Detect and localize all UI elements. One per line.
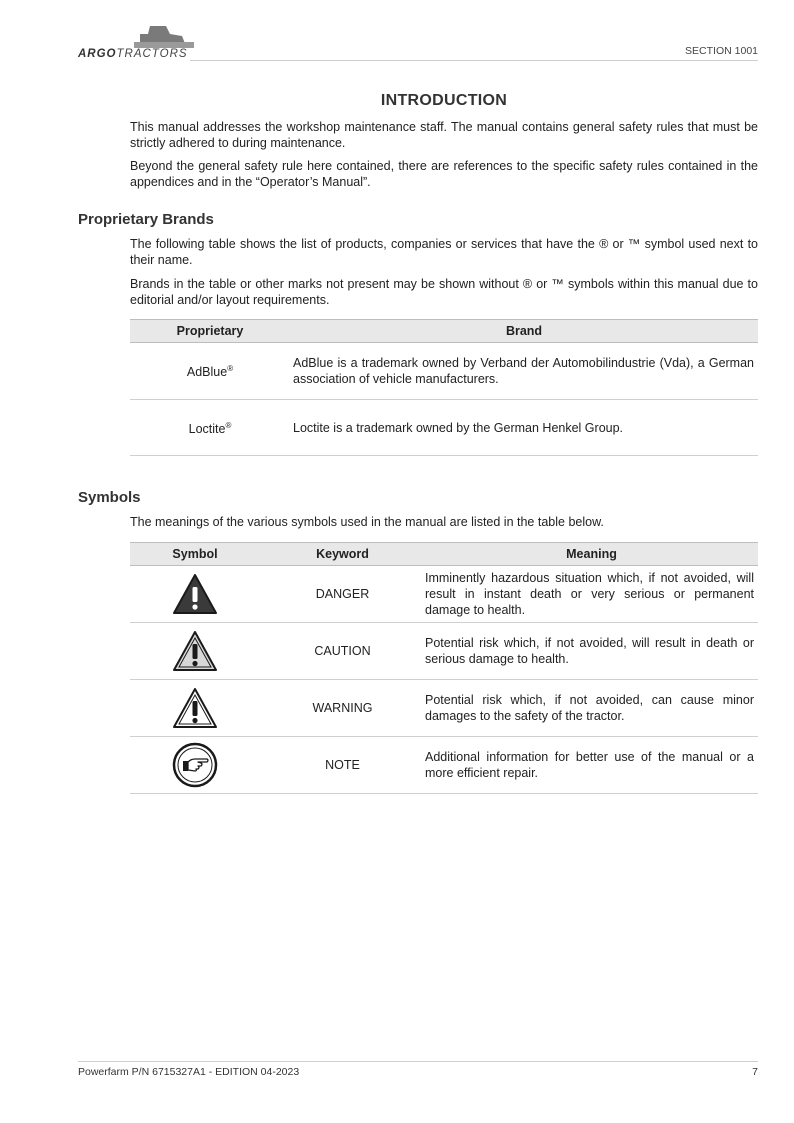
brand-name-cell: Loctite® — [130, 400, 290, 456]
symbol-cell — [130, 737, 260, 794]
caution-triangle-icon — [171, 629, 219, 673]
footer-edition: Powerfarm P/N 6715327A1 - EDITION 04-2023 — [78, 1066, 300, 1078]
brand-description-cell: Loctite is a trademark owned by the German Henkel Group. — [290, 400, 758, 456]
section-label: SECTION 1001 — [685, 45, 758, 57]
symbol-cell — [130, 566, 260, 623]
brands-paragraph-1: The following table shows the list of products, companies or services that have the ® or ™ symbol used next to their name. — [130, 237, 758, 267]
brand-name-cell: AdBlue® — [130, 343, 290, 400]
footer-divider — [78, 1061, 758, 1062]
brands-paragraph-2: Brands in the table or other marks not present may be shown without ® or ™ symbols within this manual due to editorial and/or layout requirements. — [130, 277, 758, 307]
meaning-cell: Potential risk which, if not avoided, will result in death or serious damage to health. — [425, 623, 758, 680]
brands-table — [130, 319, 758, 456]
col-header-keyword: Keyword — [260, 543, 425, 566]
col-header-symbol: Symbol — [130, 543, 260, 566]
table-row — [130, 623, 758, 680]
table-row — [130, 737, 758, 794]
keyword-cell: DANGER — [260, 566, 425, 623]
table-row — [130, 400, 758, 456]
symbol-cell — [130, 680, 260, 737]
danger-triangle-icon — [171, 572, 219, 616]
intro-paragraph-2: Beyond the general safety rule here contained, there are references to the specific safety rules contained in the appendices and in the “Operator’s Manual”. — [130, 159, 758, 189]
page-number: 7 — [752, 1066, 758, 1078]
symbol-cell — [130, 623, 260, 680]
table-row — [130, 343, 758, 400]
brand-description-cell: AdBlue is a trademark owned by Verband der Automobilindustrie (Vda), a German association of vehicle manufacturers. — [290, 343, 758, 400]
symbols-heading: Symbols — [78, 489, 141, 506]
intro-paragraph-1: This manual addresses the workshop maintenance staff. The manual contains general safety rules that must be strictly adhered to during maintenance. — [130, 120, 758, 150]
warning-triangle-icon — [171, 686, 219, 730]
argo-tractors-logo — [78, 24, 198, 64]
page-header — [0, 0, 794, 70]
brands-heading: Proprietary Brands — [78, 211, 214, 228]
symbols-table — [130, 542, 758, 794]
keyword-cell: NOTE — [260, 737, 425, 794]
header-divider — [190, 60, 758, 61]
keyword-cell: CAUTION — [260, 623, 425, 680]
table-row — [130, 680, 758, 737]
meaning-cell: Additional information for better use of the manual or a more efficient repair. — [425, 737, 758, 794]
col-header-proprietary: Proprietary — [130, 320, 290, 343]
col-header-brand: Brand — [290, 320, 758, 343]
keyword-cell: WARNING — [260, 680, 425, 737]
table-row — [130, 566, 758, 623]
col-header-meaning: Meaning — [425, 543, 758, 566]
page-title: INTRODUCTION — [380, 92, 508, 109]
symbols-paragraph: The meanings of the various symbols used in the manual are listed in the table below. — [130, 515, 604, 529]
pointing-hand-icon — [171, 741, 219, 789]
meaning-cell: Potential risk which, if not avoided, can cause minor damages to the safety of the tractor. — [425, 680, 758, 737]
meaning-cell: Imminently hazardous situation which, if not avoided, will result in instant death or very serious or permanent damage to health. — [425, 566, 758, 623]
brand-name: ARGOTRACTORS — [78, 48, 188, 60]
